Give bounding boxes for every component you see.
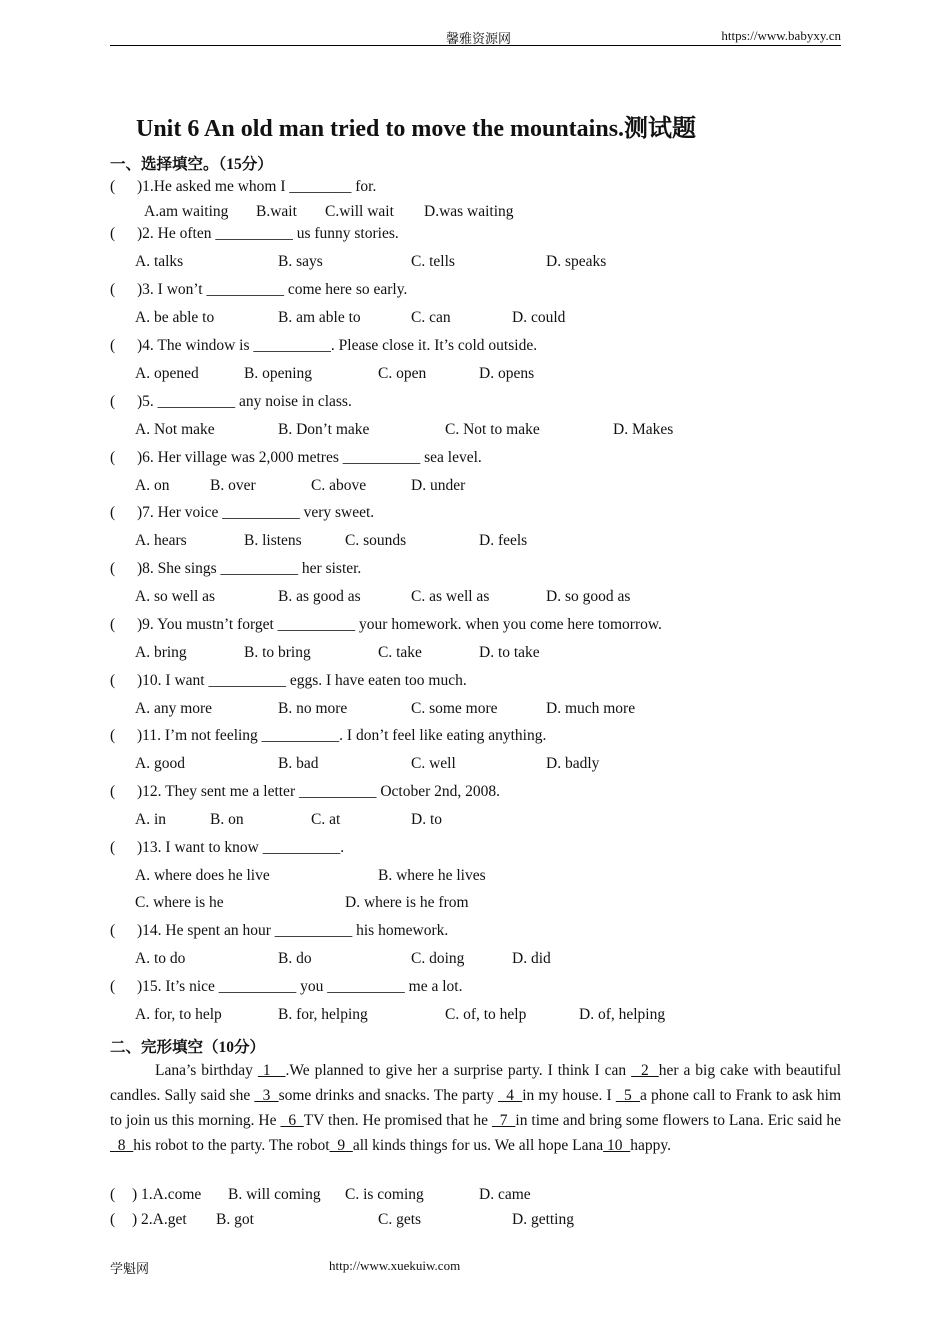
q7-option-c: C. sounds xyxy=(345,532,407,549)
cloze-2-option-b: B. got xyxy=(216,1211,254,1228)
q3-option-d: D. could xyxy=(512,309,566,326)
header-site-name: 馨雅资源网 xyxy=(446,31,512,46)
question-2: ( )2. He often __________ us funny stories. xyxy=(110,225,399,242)
question-10: ( )10. I want __________ eggs. I have eaten too much. xyxy=(110,672,467,689)
question-9: ( )9. You mustn’t forget __________ your homework. when you come here tomorrow. xyxy=(110,616,662,633)
q8-option-d: D. so good as xyxy=(546,588,631,605)
q15-option-d: D. of, helping xyxy=(579,1006,666,1023)
blank-4: 4 xyxy=(498,1087,523,1104)
q14-option-d: D. did xyxy=(512,950,551,967)
question-1: ( )1.He asked me whom I ________ for. xyxy=(110,178,377,195)
cloze-question-1: ( ) 1.A.come xyxy=(110,1186,202,1203)
question-14: ( )14. He spent an hour __________ his homework. xyxy=(110,922,449,939)
q8-option-b: B. as good as xyxy=(278,588,361,605)
question-12: ( )12. They sent me a letter __________ October 2nd, 2008. xyxy=(110,783,501,800)
footer-url: http://www.xuekuiw.com xyxy=(329,1258,461,1273)
footer-site-name: 学魁网 xyxy=(110,1261,150,1276)
q10-option-c: C. some more xyxy=(411,700,498,717)
q12-option-b: B. on xyxy=(210,811,244,828)
q3-option-c: C. can xyxy=(411,309,451,326)
q15-option-c: C. of, to help xyxy=(445,1006,527,1023)
q5-option-b: B. Don’t make xyxy=(278,421,370,438)
q1-option-b: B.wait xyxy=(256,203,297,220)
q11-option-b: B. bad xyxy=(278,755,319,772)
blank-5: 5 xyxy=(615,1087,641,1104)
section-1-heading: 一、选择填空。（15分） xyxy=(110,156,273,173)
question-6: ( )6. Her village was 2,000 metres __________ sea level. xyxy=(110,449,482,466)
cloze-1-option-c: C. is coming xyxy=(345,1186,424,1203)
q10-option-a: A. any more xyxy=(135,700,213,717)
q14-option-a: A. to do xyxy=(135,950,186,967)
q6-option-b: B. over xyxy=(210,477,256,494)
q3-option-a: A. be able to xyxy=(135,309,215,326)
q11-option-d: D. badly xyxy=(546,755,600,772)
q15-option-b: B. for, helping xyxy=(278,1006,368,1023)
cloze-1-option-d: D. came xyxy=(479,1186,531,1203)
q2-option-b: B. says xyxy=(278,253,323,270)
blank-2: 2 xyxy=(631,1062,659,1079)
cloze-question-2: ( ) 2.A.get xyxy=(110,1211,187,1228)
q11-option-c: C. well xyxy=(411,755,456,772)
blank-3: 3 xyxy=(254,1087,279,1104)
q5-option-d: D. Makes xyxy=(613,421,674,438)
q12-option-a: A. in xyxy=(135,811,166,828)
page-header xyxy=(110,24,841,46)
q1-option-c: C.will wait xyxy=(325,203,394,220)
q13-option-d: D. where is he from xyxy=(345,894,469,911)
section-2-heading: 二、完形填空（10分） xyxy=(110,1039,266,1056)
q7-option-a: A. hears xyxy=(135,532,187,549)
q9-option-d: D. to take xyxy=(479,644,540,661)
blank-9: 9 xyxy=(329,1137,353,1154)
question-8: ( )8. She sings __________ her sister. xyxy=(110,560,362,577)
q1-option-a: A.am waiting xyxy=(144,203,229,220)
q9-option-c: C. take xyxy=(378,644,422,661)
blank-6: 6 xyxy=(280,1112,304,1129)
blank-8: 8 xyxy=(110,1137,134,1154)
cloze-passage: Lana’s birthday 1 .We planned to give her a surprise party. I think I can 2 her a big cake with beautiful candles. Sally said she 3 some drinks and snacks. The party 4 in my house. I 5 a phone call to Frank to ask him to join us this morning. He 6 TV then. He promised that he 7 in time and bring some flowers to Lana. Eric said he 8 his robot to the party. The robot 9 all kinds things for us. We all hope Lana 10 happy. xyxy=(110,1062,842,1154)
q6-option-c: C. above xyxy=(311,477,367,494)
q6-option-a: A. on xyxy=(135,477,170,494)
q4-option-a: A. opened xyxy=(135,365,199,382)
q4-option-c: C. open xyxy=(378,365,427,382)
q9-option-a: A. bring xyxy=(135,644,187,661)
q12-option-d: D. to xyxy=(411,811,442,828)
q11-option-a: A. good xyxy=(135,755,185,772)
q4-option-d: D. opens xyxy=(479,365,535,382)
q6-option-d: D. under xyxy=(411,477,466,494)
question-13: ( )13. I want to know __________. xyxy=(110,839,345,856)
question-11: ( )11. I’m not feeling __________. I don’t feel like eating anything. xyxy=(110,727,547,744)
q8-option-a: A. so well as xyxy=(135,588,216,605)
q14-option-c: C. doing xyxy=(411,950,465,967)
q2-option-c: C. tells xyxy=(411,253,455,270)
q5-option-a: A. Not make xyxy=(135,421,215,438)
q13-option-c: C. where is he xyxy=(135,894,224,911)
cloze-1-option-b: B. will coming xyxy=(228,1186,321,1203)
question-3: ( )3. I won’t __________ come here so early. xyxy=(110,281,408,298)
question-4: ( )4. The window is __________. Please close it. It’s cold outside. xyxy=(110,337,538,354)
blank-1: 1 xyxy=(257,1062,286,1079)
page-title: Unit 6 An old man tried to move the mountains.测试题 xyxy=(136,116,697,142)
q7-option-d: D. feels xyxy=(479,532,528,549)
q2-option-d: D. speaks xyxy=(546,253,607,270)
blank-10: 10 xyxy=(603,1137,631,1154)
q15-option-a: A. for, to help xyxy=(135,1006,222,1023)
q1-option-d: D.was waiting xyxy=(424,203,514,220)
q10-option-d: D. much more xyxy=(546,700,636,717)
q3-option-b: B. am able to xyxy=(278,309,361,326)
question-15: ( )15. It’s nice __________ you __________ me a lot. xyxy=(110,978,463,995)
q5-option-c: C. Not to make xyxy=(445,421,540,438)
cloze-2-option-c: C. gets xyxy=(378,1211,422,1228)
question-5: ( )5. __________ any noise in class. xyxy=(110,393,352,410)
q9-option-b: B. to bring xyxy=(244,644,311,661)
q7-option-b: B. listens xyxy=(244,532,302,549)
header-url: https://www.babyxy.cn xyxy=(721,28,841,43)
q13-option-a: A. where does he live xyxy=(135,867,270,884)
q10-option-b: B. no more xyxy=(278,700,348,717)
q13-option-b: B. where he lives xyxy=(378,867,486,884)
question-7: ( )7. Her voice __________ very sweet. xyxy=(110,504,375,521)
blank-7: 7 xyxy=(491,1112,516,1129)
q4-option-b: B. opening xyxy=(244,365,313,382)
q8-option-c: C. as well as xyxy=(411,588,490,605)
q2-option-a: A. talks xyxy=(135,253,184,270)
q14-option-b: B. do xyxy=(278,950,312,967)
cloze-2-option-d: D. getting xyxy=(512,1211,574,1228)
q12-option-c: C. at xyxy=(311,811,341,828)
